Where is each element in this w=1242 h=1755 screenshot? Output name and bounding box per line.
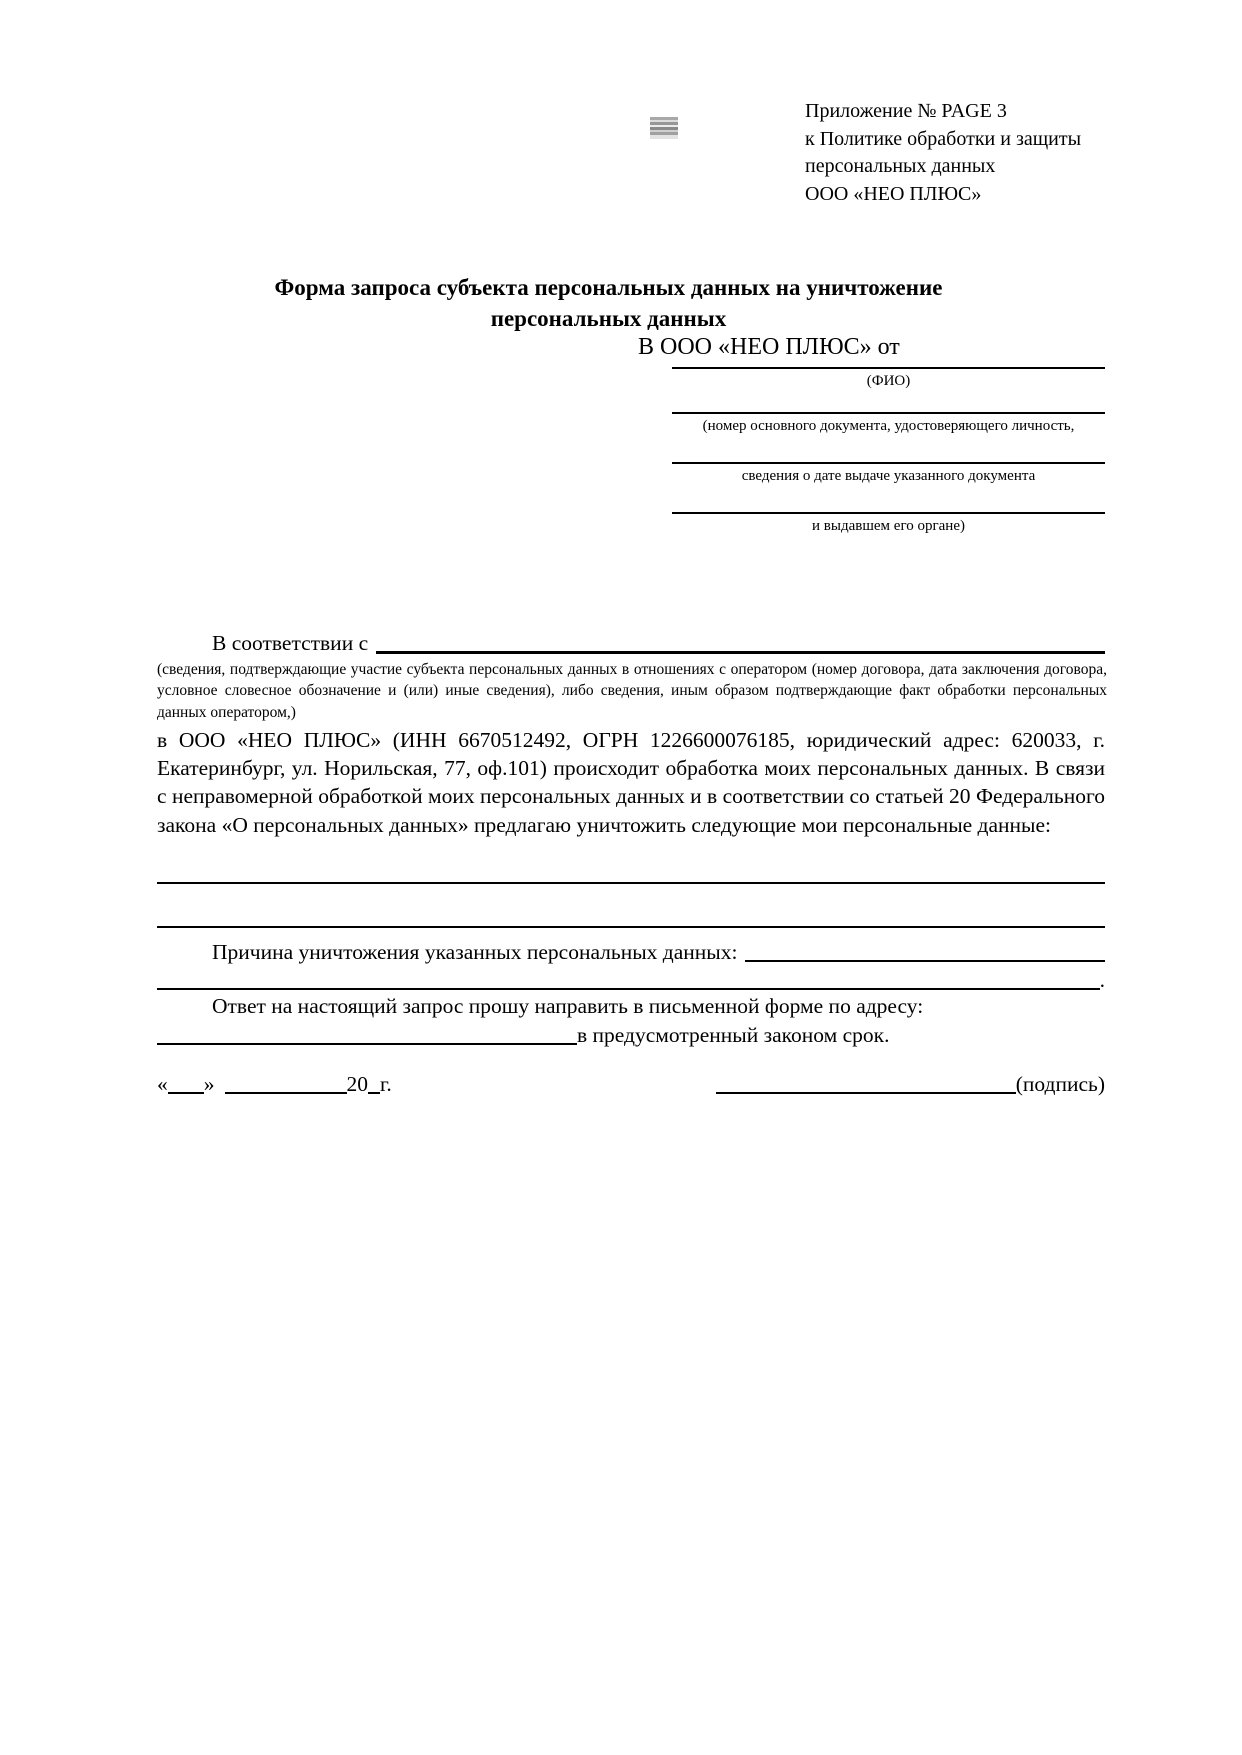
response-request-line: Ответ на настоящий запрос прошу направить в письменной форме по адресу: <box>212 994 924 1018</box>
reason-row <box>157 938 1105 966</box>
company-name-line: ООО «НЕО ПЛЮС» <box>805 182 982 205</box>
issue-date-blank-line <box>672 462 1105 464</box>
page-title-line1: Форма запроса субъекта персональных данных на уничтожение <box>274 275 943 300</box>
year-blank-line <box>368 1092 380 1094</box>
address-term-row <box>157 1021 1105 1049</box>
policy-reference-line: к Политике обработки и защиты <box>805 127 1082 150</box>
appendix-header <box>805 98 1155 208</box>
issue-date-label: сведения о дате выдаче указанного документа <box>741 468 1036 484</box>
accordance-row <box>157 629 1105 657</box>
addressee-line: В ООО «НЕО ПЛЮС» от <box>638 334 900 360</box>
issuing-authority-label: и выдавшем его органе) <box>812 518 965 534</box>
close-quote: » <box>203 1072 215 1096</box>
date-group <box>157 1070 392 1098</box>
request-body-paragraph: в ООО «НЕО ПЛЮС» (ИНН 6670512492, ОГРН 1226600076185, юридический адрес: 620033, г. Екатеринбург, ул. Норильская, 77, оф.101) происходит обработка моих персональных данных. В связи с неправомерной обработкой моих персональных данных и в соответствии со статьей 20 Федерального закона «О персональных данных» предлагаю уничтожить следующие мои персональные данные: <box>157 728 1105 837</box>
fio-label: (ФИО) <box>866 373 911 389</box>
reason-blank-line-2 <box>157 988 1100 990</box>
page-title <box>157 272 1060 334</box>
reason-blank-line <box>745 960 1105 962</box>
signature-blank-line <box>716 1092 1016 1094</box>
appendix-line: Приложение № PAGE 3 <box>805 100 1007 122</box>
accordance-footnote: (сведения, подтверждающие участие субъекта персональных данных в отношениях с оператором (номер договора, дата заключения договора, условное словесное обозначение и (или) иные сведения), либо сведения, иным образом подтверждающие факт обработки персональных данных оператором,) <box>157 661 1107 721</box>
month-blank-line <box>225 1092 347 1094</box>
open-quote: « <box>157 1072 168 1096</box>
reason-label: Причина уничтожения указанных персональных данных: <box>212 940 738 964</box>
reason-continuation-row <box>157 966 1105 994</box>
page-title-line2: персональных данных <box>490 306 727 331</box>
fio-blank-line <box>672 367 1105 369</box>
issuing-authority-blank-line <box>672 512 1105 514</box>
address-blank-line <box>157 1043 577 1045</box>
term-text: в предусмотренный законом срок. <box>577 1023 890 1047</box>
data-blank-line-2 <box>157 926 1105 928</box>
data-blank-line-1 <box>157 882 1105 884</box>
accordance-lead-text: В соответствии с <box>212 631 369 655</box>
year-suffix: г. <box>380 1072 392 1096</box>
policy-reference-line: персональных данных <box>805 155 996 177</box>
sentence-period: . <box>1099 968 1105 992</box>
day-blank-line <box>168 1092 204 1094</box>
year-prefix: 20 <box>346 1072 368 1096</box>
document-number-label: (номер основного документа, удостоверяющего личность, <box>702 418 1075 434</box>
signature-label: (подпись) <box>1015 1072 1105 1096</box>
corrupted-image-icon <box>650 117 678 139</box>
document-number-blank-line <box>672 412 1105 414</box>
date-signature-row <box>157 1070 1105 1098</box>
accordance-blank-line <box>376 651 1105 654</box>
